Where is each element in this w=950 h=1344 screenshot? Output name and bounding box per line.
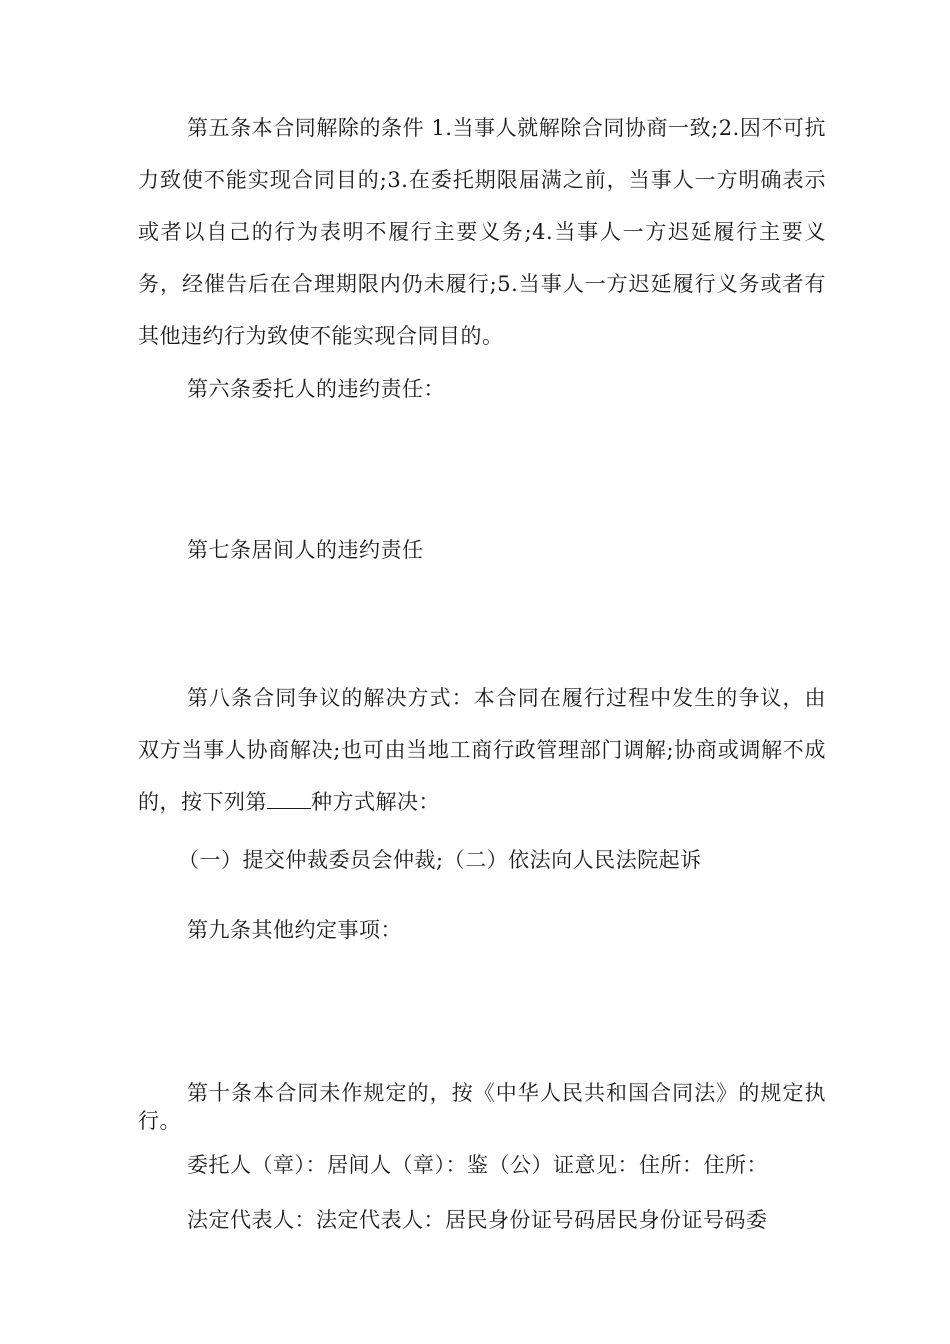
article-8-option-blank — [267, 790, 311, 809]
article-9-other-matters: 第九条其他约定事项： — [187, 918, 402, 942]
article-5-termination-conditions: 第五条本合同解除的条件 1.当事人就解除合同协商一致;2.因不可抗力致使不能实现合同目的;3.在委托期限届满之前，当事人一方明确表示或者以自己的行为表明不履行主要义务;4.当事人一方迟延履行主要义务，经催告后在合理期限内仍未履行;5.当事人一方迟延履行义务或者有其他违约行为致使不能实现合同目的。 — [138, 116, 826, 348]
article-8-dispute-resolution — [138, 672, 826, 828]
article-8-options: （一）提交仲裁委员会仲裁;（二）依法向人民法院起诉 — [178, 848, 702, 872]
signature-line-1: 委托人（章）：居间人（章）：鉴（公）证意见：住所：住所： — [187, 1153, 768, 1177]
article-8-text-before-blank: 第八条合同争议的解决方式：本合同在履行过程中发生的争议，由双方当事人协商解决;也可由当地工商行政管理部门调解;协商或调解不成的，按下列第 — [138, 686, 826, 814]
article-8-text-after-blank: 种方式解决： — [311, 790, 440, 814]
article-6-client-liability: 第六条委托人的违约责任： — [187, 377, 445, 401]
article-10-governing-law: 第十条本合同未作规定的，按《中华人民共和国合同法》的规定执行。 — [138, 1081, 826, 1133]
article-7-intermediary-liability: 第七条居间人的违约责任 — [187, 538, 424, 562]
signature-line-2: 法定代表人：法定代表人：居民身份证号码居民身份证号码委 — [187, 1208, 768, 1232]
